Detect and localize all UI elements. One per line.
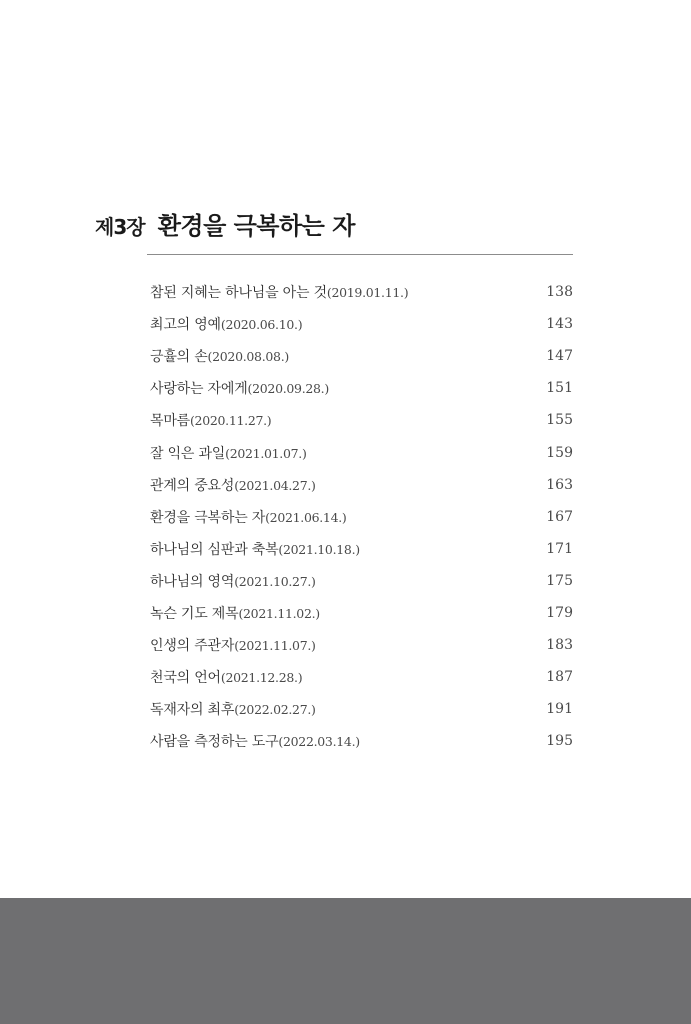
entry-date: (2019.01.11.) — [326, 285, 409, 301]
entry-title: 참된 지혜는 하나님을 아는 것 — [150, 285, 327, 302]
toc-entry[interactable] — [150, 469, 573, 501]
entry-page-number: 159 — [546, 444, 573, 461]
entry-text — [150, 443, 307, 463]
entry-page-number: 183 — [546, 637, 573, 654]
entry-text — [150, 699, 316, 719]
entry-text — [150, 346, 289, 366]
entry-title: 녹슨 기도 제목 — [150, 605, 239, 622]
entry-page-number: 175 — [546, 572, 573, 589]
entry-title: 목마름 — [150, 413, 190, 430]
entry-title: 관계의 중요성 — [150, 477, 235, 494]
entry-title: 하나님의 심판과 축복 — [150, 541, 279, 558]
toc-entry[interactable] — [150, 629, 573, 661]
entry-text — [150, 282, 408, 302]
entry-date: (2021.11.02.) — [238, 605, 320, 621]
entry-page-number: 138 — [546, 284, 573, 301]
entry-date: (2020.09.28.) — [247, 381, 329, 397]
entry-title: 사람을 측정하는 도구 — [150, 734, 279, 751]
toc-entry[interactable] — [150, 404, 573, 436]
entry-date: (2021.10.27.) — [234, 573, 316, 589]
toc-entry[interactable] — [150, 340, 573, 372]
entry-page-number: 191 — [546, 701, 573, 718]
toc-list — [150, 276, 573, 757]
entry-text — [150, 667, 302, 687]
toc-entry[interactable] — [150, 372, 573, 404]
entry-text — [150, 539, 360, 559]
entry-text — [150, 410, 271, 430]
chapter-number: 제3장 — [95, 215, 145, 239]
entry-text — [150, 731, 360, 751]
toc-entry[interactable] — [150, 501, 573, 533]
entry-title: 하나님의 영역 — [150, 573, 235, 590]
entry-date: (2021.12.28.) — [220, 670, 303, 686]
toc-entry[interactable] — [150, 693, 573, 725]
entry-date: (2021.06.14.) — [265, 509, 347, 525]
entry-page-number: 143 — [546, 316, 573, 333]
entry-date: (2022.03.14.) — [278, 734, 360, 750]
entry-page-number: 151 — [546, 380, 573, 397]
entry-text — [150, 378, 329, 398]
entry-date: (2020.06.10.) — [220, 317, 303, 333]
entry-text — [150, 571, 316, 591]
toc-entry[interactable] — [150, 276, 573, 308]
entry-title: 인생의 주관자 — [150, 638, 235, 655]
footer-band — [0, 898, 691, 1024]
entry-text — [150, 603, 320, 623]
toc-entry[interactable] — [150, 533, 573, 565]
toc-entry[interactable] — [150, 565, 573, 597]
entry-page-number: 167 — [546, 508, 573, 525]
entry-text — [150, 314, 302, 334]
chapter-title: 환경을 극복하는 자 — [157, 212, 355, 240]
entry-date: (2021.11.07.) — [234, 638, 316, 654]
toc-entry[interactable] — [150, 725, 573, 757]
toc-entry[interactable] — [150, 436, 573, 468]
entry-title: 잘 익은 과일 — [150, 445, 226, 462]
entry-page-number: 195 — [546, 733, 573, 750]
entry-page-number: 155 — [546, 412, 573, 429]
entry-page-number: 163 — [546, 476, 573, 493]
entry-text — [150, 635, 316, 655]
toc-entry[interactable] — [150, 661, 573, 693]
entry-page-number: 187 — [546, 669, 573, 686]
entry-title: 사랑하는 자에게 — [150, 381, 248, 398]
entry-page-number: 147 — [546, 348, 573, 365]
entry-title: 최고의 영예 — [150, 317, 221, 334]
entry-text — [150, 475, 316, 495]
heading-divider — [147, 254, 573, 255]
entry-title: 환경을 극복하는 자 — [150, 509, 266, 526]
entry-page-number: 179 — [546, 604, 573, 621]
entry-title: 천국의 언어 — [150, 670, 221, 687]
toc-entry[interactable] — [150, 597, 573, 629]
entry-page-number: 171 — [546, 540, 573, 557]
entry-date: (2021.04.27.) — [234, 477, 316, 493]
entry-date: (2020.11.27.) — [189, 413, 272, 429]
entry-text — [150, 507, 347, 527]
entry-date: (2021.10.18.) — [278, 541, 360, 557]
entry-title: 긍휼의 손 — [150, 349, 208, 366]
entry-date: (2020.08.08.) — [207, 349, 289, 365]
toc-entry[interactable] — [150, 308, 573, 340]
entry-title: 독재자의 최후 — [150, 702, 235, 719]
chapter-heading — [95, 203, 355, 247]
entry-date: (2022.02.27.) — [234, 702, 316, 718]
entry-date: (2021.01.07.) — [225, 445, 307, 461]
